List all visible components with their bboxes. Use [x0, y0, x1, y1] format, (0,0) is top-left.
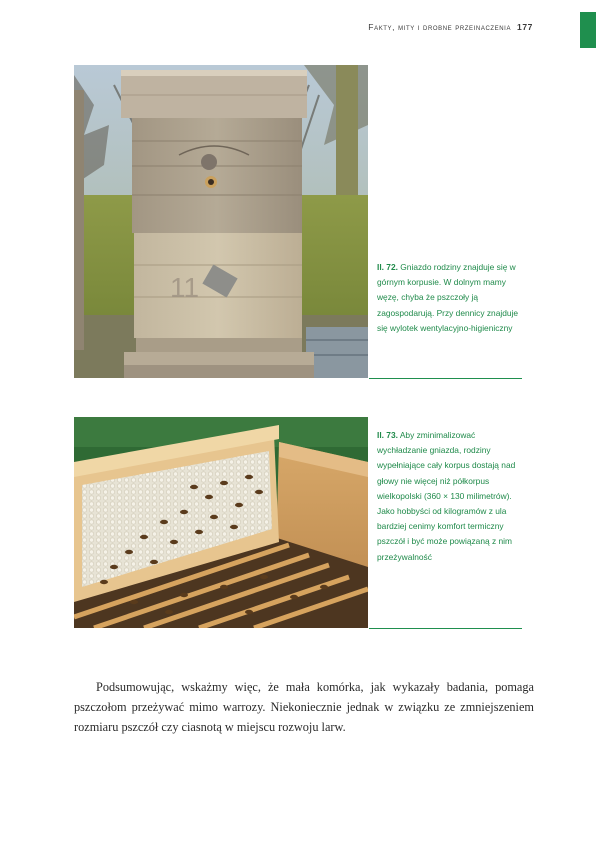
beehive-photo — [74, 65, 368, 378]
page-number: 177 — [517, 22, 533, 32]
figure-72-number: Il. 72. — [377, 262, 398, 272]
figure-72-text: Gniazdo rodziny znajduje się w górnym korpusie. W dolnym mamy węzę, chyba że pszczoły ją zagospodarują. Przy dennicy znajduje się wylotek wentylacyjno-higieniczny — [377, 262, 519, 333]
caption-rule — [369, 628, 522, 629]
figure-73-text: Aby zminimalizować wychładzanie gniazda, rodziny wypełniające cały korpus dostają nad głowy nie więcej niż półkorpus wielkopolski (360 × 130 milimetrów). Jako hobbyści od kilogramów z ula bardziej cenimy komfort termiczny pszczół i być może powiązaną z nim przeżywalność — [377, 430, 516, 562]
figure-73-number: Il. 73. — [377, 430, 398, 440]
caption-rule — [369, 378, 522, 379]
bee-frame-photo — [74, 417, 368, 628]
running-header — [368, 22, 533, 32]
running-title: Fakty, mity i drobne przeinaczenia — [368, 22, 512, 32]
chapter-tab — [580, 12, 596, 48]
hive-number: 11 — [170, 272, 200, 303]
body-paragraph: Podsumowując, wskażmy więc, że mała komórka, jak wykazały badania, pomaga pszczołom przeżywać mimo warrozy. Niekoniecznie jednak w związku ze zmniejszeniem rozmiaru pszczół czy ciasnotą w miejscu rozwoju larw. — [74, 680, 534, 735]
figure-72-caption — [377, 260, 525, 336]
figure-73-caption — [377, 428, 525, 565]
